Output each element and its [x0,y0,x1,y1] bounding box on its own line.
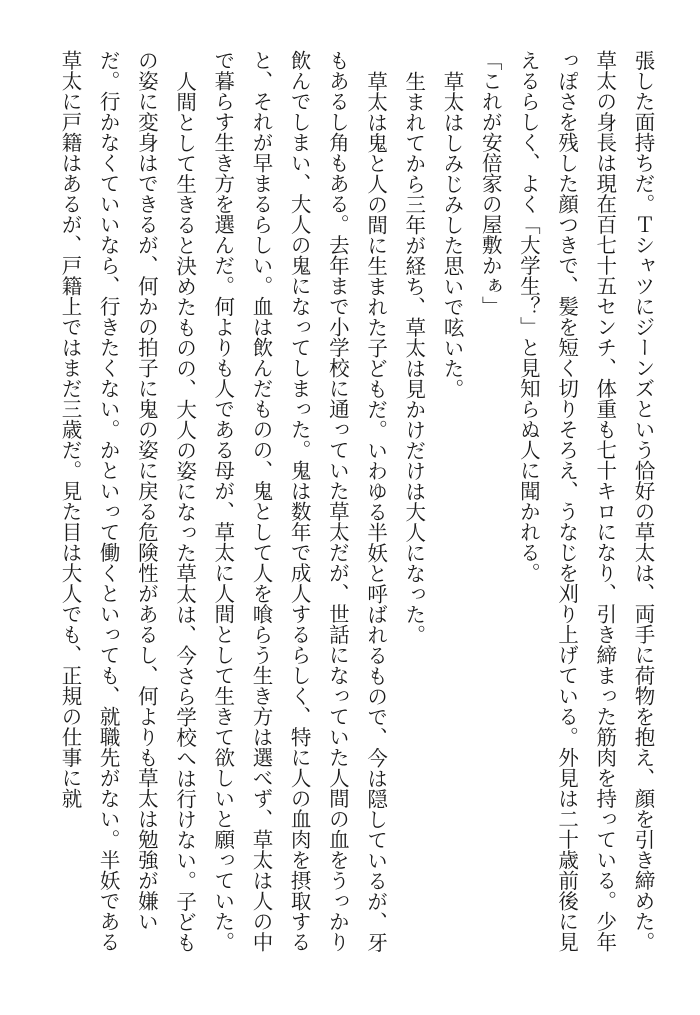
vertical-text-body [28,50,662,972]
paragraph: 草太は鬼と人の間に生まれた子どもだ。いわゆる半妖と呼ばれるもので、今は隠しているが、牙もあるし角もある。去年まで小学校に通っていた草太だが、世話になっていた人間の血をうっかり飲んでしまい、大人の鬼になってしまった。鬼は数年で成人するらしく、特に人の血肉を摂取すると、それが早まるらしい。血は飲んだものの、鬼として人を喰らう生き方は選べず、草太は人の中で暮らす生き方を選んだ。何よりも人である母が、草太に人間として生きて欲しいと願っていた。 [210,50,388,952]
paragraph: 草太はしみじみした思いで呟いた。 [439,70,464,399]
paragraph: 人間として生きると決めたものの、大人の姿になった草太は、今さら学校へは行けない。子どもの姿に変身はできるが、何かの拍子に鬼の姿に戻る危険性があるし、何よりも草太は勉強が嫌いだ。行かなくていいなら、行きたくない。かといって働くといっても、就職先がない。半妖である草太に戸籍はあるが、戸籍上ではまだ三歳だ。見た目は大人でも、正規の仕事に就 [57,50,197,952]
dialog-line: 「これが安倍家の屋敷かぁ」 [478,50,503,317]
paragraph: 生まれてから三年が経ち、草太は見かけだけは大人になった。 [401,70,426,645]
paragraph: 張した面持ちだ。Ｔシャツにジーンズという恰好の草太は、両手に荷物を抱え、顔を引き締めた。草太の身長は現在百七十五センチ、体重も七十キロになり、引き締まった筋肉を持っている。少年っぽさを残した顔つきで、髪を短く切りそろえ、うなじを刈り上げている。外見は二十歳前後に見えるらしく、よく「大学生？」と見知らぬ人に聞かれる。 [516,50,655,952]
